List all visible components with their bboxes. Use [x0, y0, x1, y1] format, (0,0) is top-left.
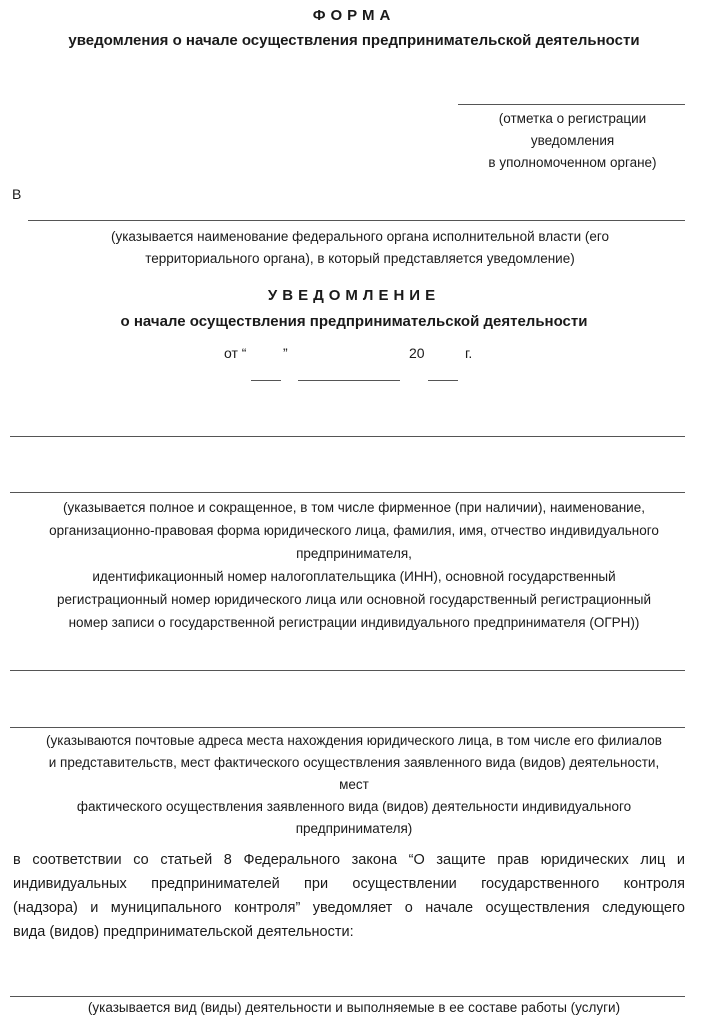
- entity-name-line[interactable]: [10, 492, 685, 493]
- notice-title: УВЕДОМЛЕНИЕ: [267, 287, 441, 304]
- entity-note-line: регистрационный номер юридического лица или основной государственный регистрационный: [56, 592, 652, 607]
- law-paragraph: [13, 848, 685, 944]
- date-month-field[interactable]: [298, 380, 400, 381]
- law-paragraph-line: в соответствии со статьей 8 Федерального закона “О защите прав юридических лиц и: [13, 852, 685, 868]
- address-note-line: (указываются почтовые адреса места нахождения юридического лица, в том числе его филиалов: [46, 733, 662, 748]
- authority-note-line: территориального органа), в который представляется уведомление): [145, 251, 575, 266]
- date-day-field[interactable]: [251, 380, 281, 381]
- entity-note-line: предпринимателя,: [296, 546, 412, 561]
- registration-note-line: (отметка о регистрации: [498, 111, 647, 126]
- entity-note-line: (указывается полное и сокращенное, в том числе фирменное (при наличии), наименование,: [63, 500, 645, 515]
- law-paragraph-line: (надзора) и муниципального контроля” уведомляет о начале осуществления следующего: [13, 900, 685, 916]
- address-note-line: и представительств, мест фактического осуществления заявленного вида (видов) деятельности,: [48, 755, 660, 770]
- address-note-line: фактического осуществления заявленного вида (видов) деятельности индивидуального: [76, 799, 632, 814]
- registration-mark-line[interactable]: [458, 104, 685, 105]
- date-quote-close: ”: [283, 345, 288, 361]
- activity-line[interactable]: [10, 996, 685, 997]
- authority-note-line: (указывается наименование федерального органа исполнительной власти (его: [110, 229, 610, 244]
- authority-note: [20, 226, 700, 270]
- address-note-line: мест: [339, 777, 369, 792]
- date-year-field[interactable]: [428, 380, 458, 381]
- entity-note: [10, 496, 698, 634]
- registration-note-line: уведомления: [530, 133, 615, 148]
- registration-note-line: в уполномоченном органе): [488, 155, 657, 170]
- addressee-prefix: В: [12, 186, 22, 202]
- entity-note-line: организационно-правовая форма юридического лица, фамилия, имя, отчество индивидуального: [49, 523, 659, 538]
- date-year-suffix: г.: [465, 345, 473, 361]
- date-year-prefix: 20: [409, 345, 425, 361]
- address-note-line: предпринимателя): [295, 821, 413, 836]
- addressee-line[interactable]: [28, 220, 685, 221]
- entity-note-line: идентификационный номер налогоплательщика (ИНН), основной государственный: [92, 569, 616, 584]
- address-line[interactable]: [10, 727, 685, 728]
- activity-note: (указывается вид (виды) деятельности и выполняемые в ее составе работы (услуги): [87, 1000, 621, 1015]
- law-paragraph-line: вида (видов) предпринимательской деятельности:: [13, 924, 354, 940]
- law-paragraph-line: индивидуальных предпринимателей при осуществлении государственного контроля: [13, 876, 685, 892]
- notice-subtitle: о начале осуществления предпринимательской деятельности: [120, 313, 588, 330]
- form-subtitle: уведомления о начале осуществления предпринимательской деятельности: [68, 32, 640, 49]
- entity-note-line: номер записи о государственной регистрации индивидуального предпринимателя (ОГРН)): [68, 615, 640, 630]
- form-title: ФОРМА: [312, 7, 396, 24]
- registration-note: [460, 108, 685, 174]
- entity-name-line[interactable]: [10, 436, 685, 437]
- address-line[interactable]: [10, 670, 685, 671]
- address-note: [10, 730, 698, 840]
- date-prefix: от “: [224, 345, 247, 361]
